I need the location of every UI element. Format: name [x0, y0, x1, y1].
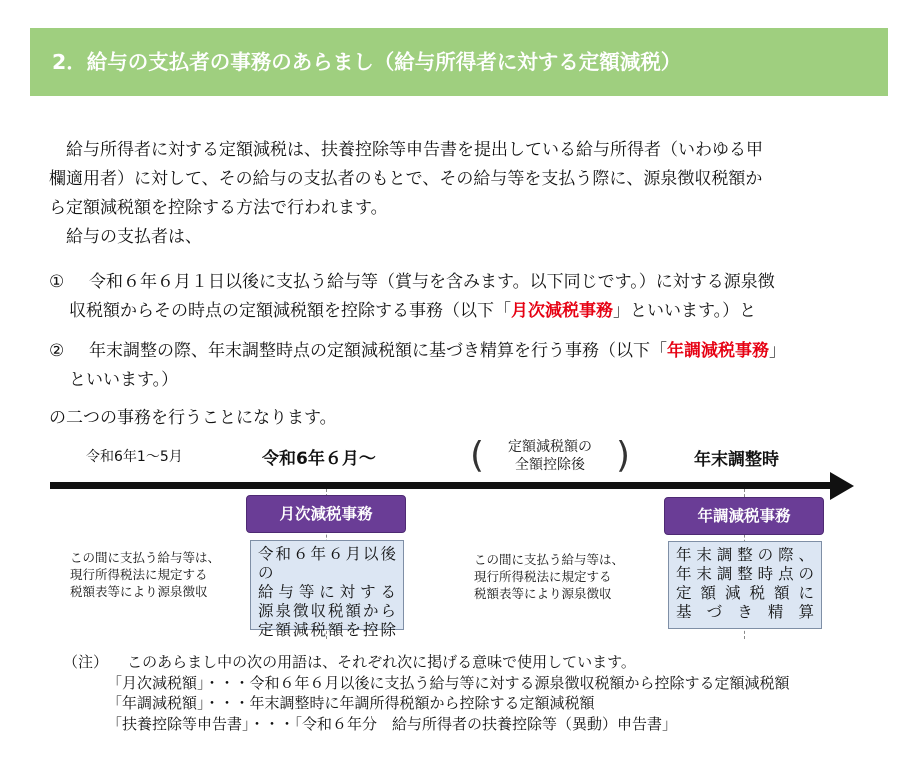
note-line: この間に支払う給与等は、 [70, 550, 221, 565]
middle-period-note [474, 551, 624, 602]
list-text: 」といいます。）と [613, 301, 757, 321]
box-line: 年末調整時点の [676, 565, 814, 583]
note-definition: 「年調減税額」・・・年末調整時に年調所得税額から控除する定額減税額 [107, 694, 595, 712]
emphasis-yearend: 年調減税事務 [667, 341, 769, 361]
list-text: 令和６年６月１日以後に支払う給与等（賞与を含みます。以下同じです。）に対する源泉徴 [89, 272, 775, 292]
section-header: 2．給与の支払者の事務のあらまし（給与所得者に対する定額減税） [30, 28, 888, 96]
after-line-1: 定額減税額の [508, 439, 592, 455]
intro-paragraph [49, 136, 864, 252]
note-line: 現行所得税法に規定する [474, 569, 612, 584]
box-line: 給与等に対する [258, 583, 396, 601]
note-definition: 「月次減税額」・・・令和６年６月以後に支払う給与等に対する源泉徴収税額から控除する定額減税額 [107, 673, 790, 692]
timeline-label-jan-may: 令和6年1～5月 [86, 449, 183, 465]
timeline-label-yearend: 年末調整時 [694, 450, 779, 470]
list-text: といいます。） [69, 370, 179, 390]
monthly-description-box [250, 540, 404, 639]
after-line-2: 全額控除後 [515, 457, 585, 473]
note-line: 税額表等により源泉徴収 [474, 586, 612, 601]
monthly-task-badge: 月次減税事務 [246, 495, 406, 533]
closing-text: の二つの事務を行うことになります。 [49, 408, 337, 428]
list-number: ② [49, 341, 65, 361]
note-line: この間に支払う給与等は、 [474, 552, 625, 567]
intro-line: 給与所得者に対する定額減税は、扶養控除等申告書を提出している給与所得者（いわゆる甲 [66, 140, 763, 160]
arrow-right-icon [830, 472, 854, 500]
list-text: 年末調整の際、年末調整時点の定額減税額に基づき精算を行う事務（以下「 [89, 341, 667, 361]
list-number: ① [49, 272, 65, 292]
box-line: 定額減税額に [676, 584, 814, 602]
box-line: 定額減税額を控除 [258, 621, 396, 639]
yearend-description-box [668, 541, 822, 629]
box-line: 源泉徴収税額から [258, 602, 396, 620]
box-line: 令和６年６月以後の [258, 545, 396, 582]
notes-label: （注） [63, 653, 109, 671]
box-line: 年末調整の際、 [676, 546, 814, 564]
intro-line: 欄適用者）に対して、その給与の支払者のもとで、その給与等を支払う際に、源泉徴収税額か [49, 169, 763, 189]
intro-line: ら定額減税額を控除する方法で行われます。 [49, 198, 388, 218]
timeline-label-after [470, 435, 630, 478]
box-line: 基づき精算 [676, 603, 814, 621]
yearend-task-badge: 年調減税事務 [664, 497, 824, 535]
notes-section [63, 652, 790, 734]
intro-line: 給与の支払者は、 [66, 227, 202, 247]
timeline-arrow-line [50, 482, 834, 489]
list-item-2 [49, 337, 879, 395]
note-line: 税額表等により源泉徴収 [70, 584, 208, 599]
list-text: 収税額からその時点の定額減税額を控除する事務（以下「 [69, 301, 511, 321]
left-period-note [70, 549, 220, 600]
note-line: 現行所得税法に規定する [70, 567, 208, 582]
list-item-1 [49, 268, 879, 326]
paren-left-icon: ( [470, 435, 485, 476]
emphasis-monthly: 月次減税事務 [511, 301, 613, 321]
timeline-label-june: 令和6年６月～ [262, 449, 376, 469]
notes-intro: このあらまし中の次の用語は、それぞれ次に掲げる意味で使用しています。 [127, 653, 636, 671]
note-definition: 「扶養控除等申告書」・・・「令和６年分 給与所得者の扶養控除等（異動）申告書」 [107, 714, 678, 733]
paren-right-icon: ) [615, 435, 630, 476]
list-text: 」 [769, 341, 786, 361]
